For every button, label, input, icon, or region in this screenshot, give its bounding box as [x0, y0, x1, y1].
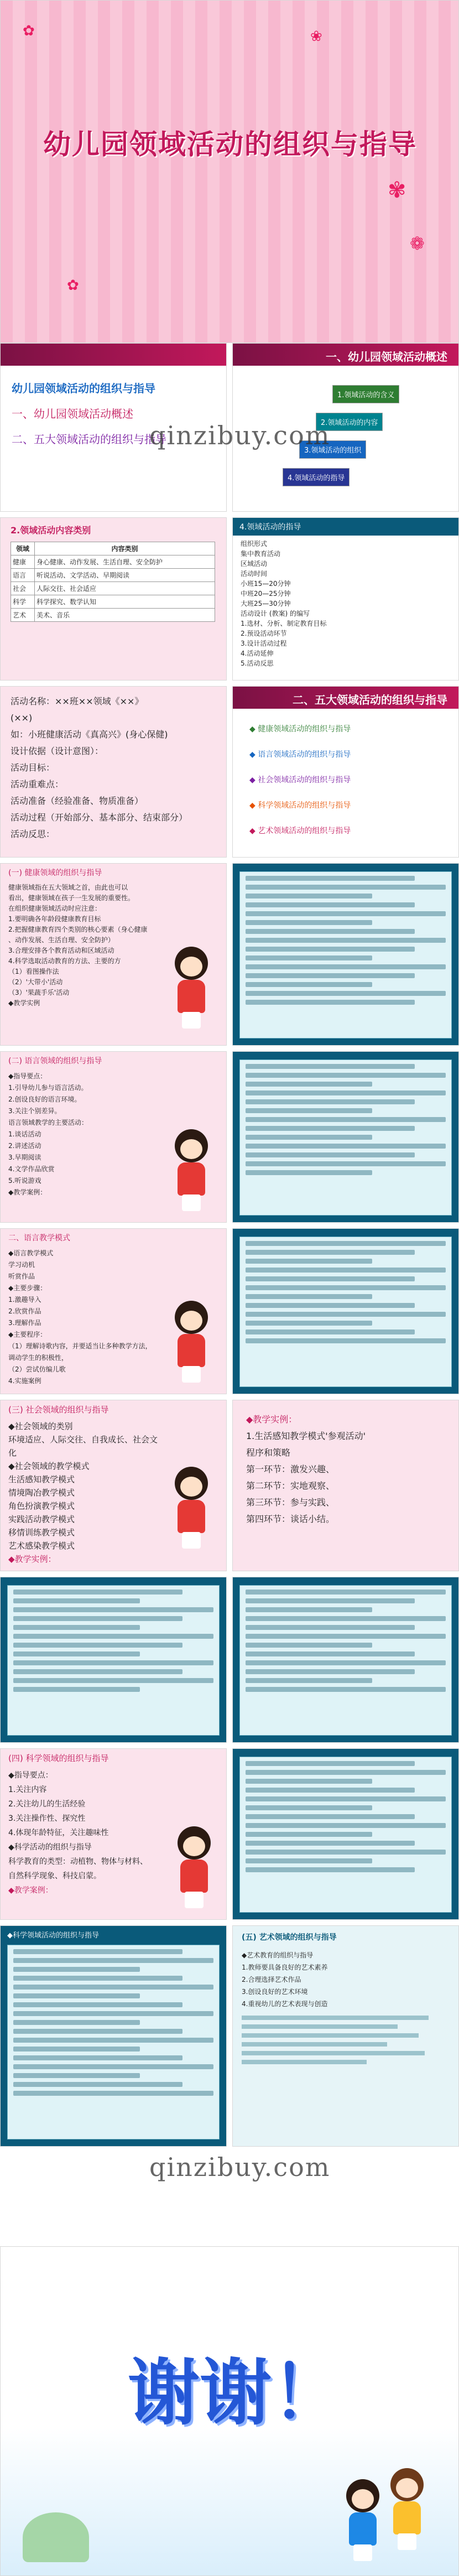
document-table: [7, 1585, 220, 1736]
step-box: 3.领域活动的组织: [299, 440, 366, 459]
text-line: 科学教育的类型：动植物、物体与材料、: [8, 1857, 148, 1866]
step-box: 4.领域活动的指导: [283, 468, 350, 486]
text-line: （3）'果蔬手乐'活动: [8, 989, 70, 996]
step-box: 2.领域活动的内容: [316, 413, 383, 431]
text-line: 1.选材、分析、制定教育目标: [241, 620, 327, 627]
text-line: 程序和策略: [246, 1447, 291, 1458]
document-table: [239, 871, 452, 1038]
text-line: 活动设计 (教案) 的编写: [241, 610, 310, 617]
text-line: 3.早期阅读: [8, 1154, 41, 1161]
text-line: 1.关注内容: [8, 1785, 47, 1794]
text-line: 第三环节：参与实践、: [246, 1497, 335, 1508]
text-line: 看出，健康领域在孩子一生发展的重要性。: [8, 894, 135, 902]
text-line: ◆指导要点：: [8, 1072, 47, 1080]
flower-icon: ✿: [67, 277, 79, 294]
domain-item-label: 健康领域活动的组织与指导: [258, 725, 351, 734]
title-slide: [0, 0, 459, 343]
text-line: 1.要明确各年龄段健康教育目标: [8, 915, 101, 923]
slide-table-image: [0, 1577, 227, 1743]
slide-header: (一) 健康领域的组织与指导: [8, 869, 102, 877]
thanks-slide: [0, 2246, 459, 2576]
slide-table-image: [232, 1748, 459, 1920]
cube-icon: ◆: [249, 776, 258, 785]
content-table: [11, 542, 215, 622]
text-line: ◆主要程序：: [8, 1331, 47, 1338]
text-line: 4.科学选取活动教育的方法、主要的方: [8, 957, 121, 965]
table-header: 领域: [11, 542, 35, 555]
text-line: 5.活动反思: [241, 659, 274, 667]
slide-guidance: [232, 517, 459, 681]
text-line: 活动过程（开始部分、基本部分、结束部分）: [11, 812, 188, 823]
domain-item[interactable]: [249, 793, 442, 818]
text-line: 4.活动延伸: [241, 650, 274, 657]
slide-header: (五) 艺术领域的组织与指导: [242, 1933, 337, 1942]
slide-header: 4.领域活动的指导: [233, 518, 458, 536]
text-line: 活动准备（经验准备、物质准备）: [11, 796, 144, 806]
text-line: ◆社会领域的教学模式: [8, 1461, 90, 1471]
document-table: [7, 1945, 220, 2139]
table-cell: 身心健康、动作发展、生活自理、安全防护: [35, 555, 215, 569]
text-line: 1.激趣导入: [8, 1296, 41, 1303]
text-line: （2）尝试仿编儿歌: [8, 1365, 66, 1373]
slide-content-table: [0, 517, 227, 681]
slide-table-image: [232, 1577, 459, 1743]
domain-item-label: 语言领域活动的组织与指导: [258, 750, 351, 759]
cartoon-child-image: [166, 947, 216, 1030]
table-header: 内容类别: [35, 542, 215, 555]
text-line: 、动作发展、生活自理、安全防护）: [8, 936, 115, 944]
text-line: 第四环节：谈话小结。: [246, 1514, 335, 1524]
text-line: 集中教育活动: [241, 550, 281, 558]
slide-header-bar: [1, 344, 226, 366]
flower-icon: ✿: [23, 23, 35, 39]
flower-icon: ❀: [310, 28, 322, 45]
text-line: 艺术感染教学模式: [8, 1541, 75, 1551]
table-cell: 语言: [11, 569, 35, 582]
cartoon-child-image: [166, 1301, 216, 1384]
watermark: qinzibuy.com: [149, 2152, 331, 2182]
text-line: 在组织健康领域活动时应注意：: [8, 905, 102, 912]
domain-item[interactable]: [249, 767, 442, 793]
slide-social: [0, 1400, 227, 1571]
text-line: ◆教学实例：: [8, 1554, 56, 1564]
text-line: (××): [11, 713, 33, 723]
text-line: 实践活动教学模式: [8, 1514, 75, 1524]
flower-icon: ✾: [388, 178, 406, 203]
slide-header-bar: [233, 344, 458, 366]
text-line: 移情训练教学模式: [8, 1528, 75, 1538]
table-cell: 艺术: [11, 609, 35, 622]
cartoon-child-image: [166, 1129, 216, 1212]
slide-header: (二) 语言领域的组织与指导: [8, 1057, 102, 1066]
domain-item[interactable]: [249, 818, 442, 844]
slide-title: 2.领域活动内容类别: [11, 525, 91, 536]
cartoon-children-image: [382, 2468, 432, 2551]
document-table: [239, 1757, 452, 1913]
text-line: 健康领域指在五大领域之首，由此也可以: [8, 884, 128, 891]
slide-five-domains: [232, 686, 459, 858]
text-line: 1.生活感知教学模式'参观活动': [246, 1431, 366, 1441]
text-line: 4.文学作品欣赏: [8, 1165, 55, 1173]
text-line: ◆主要步骤：: [8, 1284, 47, 1292]
page-title: 幼儿园领域活动的组织与指导: [43, 128, 417, 160]
text-line: ◆指导要点：: [8, 1771, 53, 1780]
text-line: 生活感知教学模式: [8, 1474, 75, 1484]
cube-icon: ◆: [249, 827, 258, 835]
text-line: 学习动机: [8, 1261, 35, 1269]
cube-icon: ◆: [249, 725, 258, 734]
document-table: [239, 1060, 452, 1216]
flower-icon: ❁: [410, 233, 425, 254]
text-line: 3.创设良好的艺术环境: [242, 1988, 308, 1996]
text-line: 语言领域教学的主要活动：: [8, 1119, 88, 1126]
text-line: 设计依据（设计意图）：: [11, 746, 104, 756]
slide-lesson-plan: [0, 686, 227, 858]
text-line: 2.关注幼儿的生活经验: [8, 1800, 86, 1809]
text-line: 活动名称：××班××领域《××》: [11, 696, 144, 707]
text-line: 区域活动: [241, 560, 268, 568]
text-line: 中班20—25分钟: [241, 590, 291, 598]
text-line: 活动重难点：: [11, 779, 64, 790]
text-line: 3.设计活动过程: [241, 640, 287, 647]
text-line: （1）看图操作法: [8, 968, 59, 975]
text-line: 如：小班健康活动《真高兴》(身心保健): [11, 729, 168, 740]
text-line: 3.关注个别差异。: [8, 1107, 61, 1115]
text-line: 角色扮演教学模式: [8, 1501, 75, 1511]
slide-header: (四) 科学领域的组织与指导: [8, 1753, 109, 1763]
thanks-text: 谢谢！: [128, 2350, 344, 2435]
text-line: 2.合理选择艺术作品: [242, 1976, 301, 1983]
domain-item-label: 社会领域活动的组织与指导: [258, 776, 351, 785]
text-line: ◆语言教学模式: [8, 1249, 54, 1257]
slide-heading: 幼儿园领域活动的组织与指导: [12, 382, 155, 395]
tree-image: [23, 2512, 89, 2562]
outline-item[interactable]: 二、五大领域活动的组织与指导: [12, 433, 166, 446]
text-line: 1.教师要具备良好的艺术素养: [242, 1964, 328, 1971]
slide-header-bar: [233, 687, 458, 709]
text-line: 自然科学现象、科技启蒙。: [8, 1872, 101, 1881]
slide-language-model: [0, 1228, 227, 1394]
text-line: 大班25—30分钟: [241, 600, 291, 607]
slide-table-image: [232, 1051, 459, 1223]
cube-icon: ◆: [249, 801, 258, 810]
outline-item[interactable]: 一、幼儿园领域活动概述: [12, 407, 133, 420]
text-line: 2.欣赏作品: [8, 1307, 41, 1315]
text-line: 小班15—20分钟: [241, 580, 291, 588]
table-cell: 听说活动、文学活动、早期阅读: [35, 569, 215, 582]
domain-item-label: 科学领域活动的组织与指导: [258, 801, 351, 810]
text-line: 调动学生的积极性，: [8, 1354, 69, 1362]
table-cell: 人际交往、社会适应: [35, 582, 215, 595]
text-line: 3.理解作品: [8, 1319, 41, 1327]
slide-social-example: [232, 1400, 459, 1571]
text-line: 2.预设活动环节: [241, 630, 287, 637]
slide-science-table: [0, 1925, 227, 2147]
text-line: 3.合理安排各个教育活动和区域活动: [8, 947, 114, 954]
text-line: 1.谈话活动: [8, 1130, 41, 1138]
slide-table-image: [232, 1228, 459, 1394]
text-line: 环境适应、人际交往、自我成长、社会文化: [8, 1435, 158, 1458]
text-line: 3.关注操作性、探究性: [8, 1814, 86, 1823]
domain-item-label: 艺术领域活动的组织与指导: [258, 827, 351, 835]
text-line: ◆教学案例：: [8, 1886, 53, 1895]
watermark: qinzibuy.com: [149, 420, 331, 450]
table-cell: 社会: [11, 582, 35, 595]
text-line: 4.体现年龄特征，关注趣味性: [8, 1829, 109, 1837]
text-line: 第一环节：激发兴趣、: [246, 1464, 335, 1474]
text-line: 2.讲述活动: [8, 1142, 41, 1150]
slide-health: [0, 863, 227, 1046]
text-line: ◆社会领域的类别: [8, 1421, 73, 1431]
slide-header-text: 二、五大领域活动的组织与指导: [293, 693, 447, 707]
text-line: 活动时间: [241, 570, 268, 578]
slide-header-text: 一、幼儿园领域活动概述: [326, 350, 447, 363]
domain-item[interactable]: [249, 716, 442, 742]
step-box: 1.领域活动的含义: [332, 385, 399, 403]
table-cell: 美术、音乐: [35, 609, 215, 622]
text-line: ◆教学案例：: [8, 1188, 47, 1196]
slide-header: ◆科学领域活动的组织与指导: [7, 1931, 99, 1940]
cube-icon: ◆: [249, 750, 258, 759]
text-line: 4.重视幼儿的艺术表现与创造: [242, 2000, 328, 2008]
text-line: 2.把握健康教育四个类别的核心要素（身心健康: [8, 926, 148, 933]
text-line: 4.实施案例: [8, 1377, 41, 1385]
text-line: 听赏作品: [8, 1273, 35, 1280]
text-line: 5.听说游戏: [8, 1177, 41, 1185]
text-line: 组织形式: [241, 540, 268, 548]
text-line: ◆科学活动的组织与指导: [8, 1843, 92, 1852]
text-line: 活动反思：: [11, 829, 55, 839]
table-cell: 科学探究、数学认知: [35, 595, 215, 609]
table-cell: 科学: [11, 595, 35, 609]
slide-science: [0, 1748, 227, 1920]
slide-header: 二、语言教学模式: [8, 1234, 70, 1243]
text-line: 2.创设良好的语言环境。: [8, 1095, 81, 1103]
slide-language: [0, 1051, 227, 1223]
slide-table-image: [232, 863, 459, 1046]
text-line: （1）理解诗歌内容，并要适当让多种教学方法，: [8, 1342, 152, 1350]
text-line: 活动目标：: [11, 762, 55, 773]
slide-header: (三) 社会领域的组织与指导: [8, 1405, 109, 1415]
cartoon-child-image: [166, 1467, 216, 1550]
text-line: 1.引导幼儿参与语言活动。: [8, 1084, 88, 1092]
domain-item[interactable]: [249, 742, 442, 767]
cartoon-children-image: [338, 2479, 388, 2562]
document-table: [239, 1237, 452, 1387]
text-line: ◆教学实例：: [246, 1414, 298, 1425]
slide-art: [232, 1925, 459, 2147]
text-line: ◆教学实例: [8, 999, 40, 1007]
cartoon-child-image: [169, 1826, 219, 1909]
text-line: 第二环节：实地观察、: [246, 1481, 335, 1491]
document-table: [239, 1585, 452, 1736]
table-cell: 健康: [11, 555, 35, 569]
text-line: 情境陶冶教学模式: [8, 1488, 75, 1498]
text-line: （2）'大带小'活动: [8, 978, 63, 986]
text-line: ◆艺术教育的组织与指导: [242, 1951, 314, 1959]
